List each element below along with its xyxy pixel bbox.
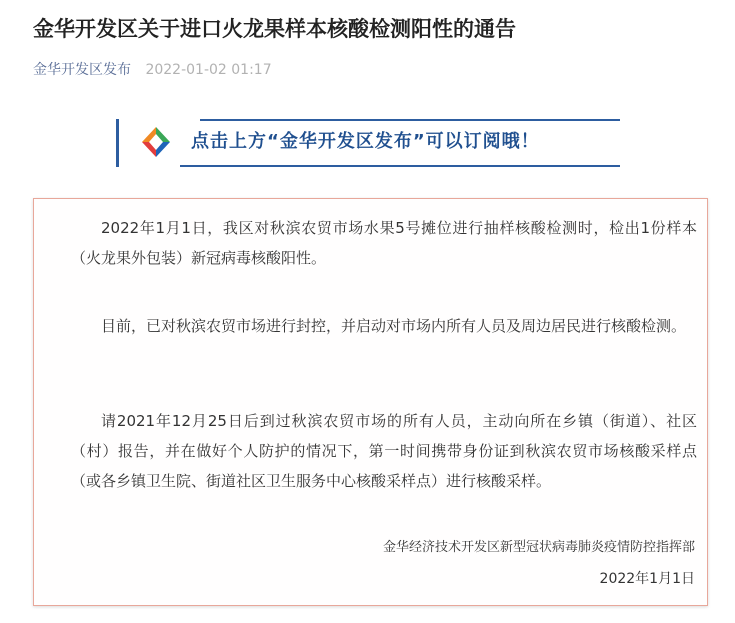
notice-paragraph-3: 请2021年12月25日后到过秋滨农贸市场的所有人员，主动向所在乡镇（街道）、社区（村）报告，并在做好个人防护的情况下，第一时间携带身份证到秋滨农贸市场核酸采样点（或各乡镇卫生院、街道社区卫生服务中心核酸采样点）进行核酸采样。: [71, 412, 697, 490]
banner-text: [191, 128, 540, 156]
swirl-logo-icon: [139, 125, 173, 159]
signature-date: 2022年1月1日: [599, 571, 695, 587]
banner-text-prefix: 点击上方“: [191, 131, 280, 152]
signature-organization: 金华经济技术开发区新型冠状病毒肺炎疫情防控指挥部: [382, 540, 695, 555]
notice-paragraph-1: 2022年1月1日，我区对秋滨农贸市场水果5号摊位进行抽样核酸检测时，检出1份样本（火龙果外包装）新冠病毒核酸阳性。: [71, 219, 697, 267]
banner-text-highlight: 金华开发区发布: [279, 131, 413, 152]
banner-top-stripe: [200, 119, 620, 121]
banner-bottom-stripe: [180, 165, 620, 167]
notice-box: [33, 198, 708, 606]
account-name-link[interactable]: 金华开发区发布: [33, 62, 131, 78]
article-meta: [33, 60, 272, 80]
subscribe-banner[interactable]: [116, 119, 620, 167]
publish-date: 2022-01-02 01:17: [145, 62, 272, 78]
notice-paragraph-2: 目前，已对秋滨农贸市场进行封控，并启动对市场内所有人员及周边居民进行核酸检测。: [101, 317, 687, 335]
banner-text-suffix: ”可以订阅哦！: [412, 131, 540, 152]
article-title: 金华开发区关于进口火龙果样本核酸检测阳性的通告: [33, 17, 516, 41]
